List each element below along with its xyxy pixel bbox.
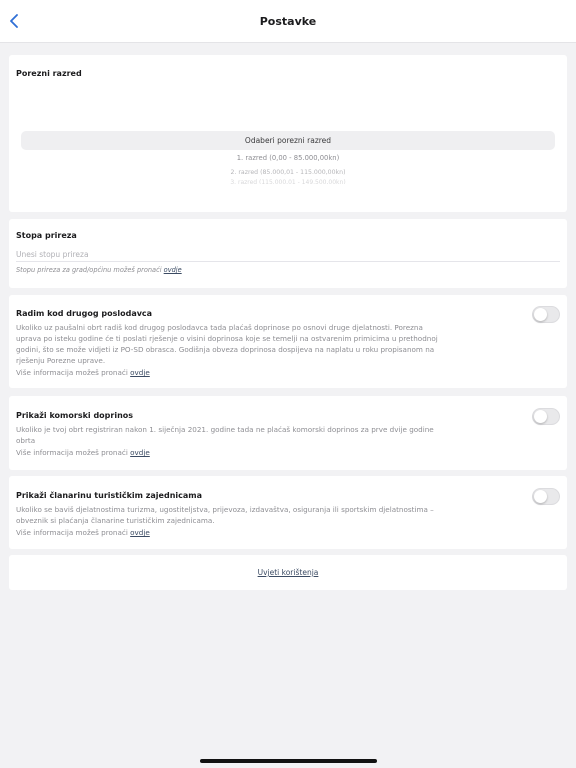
surtax-rate-link[interactable]: ovdje xyxy=(163,266,182,274)
terms-card xyxy=(9,555,567,590)
tax-bracket-option[interactable]: 2. razred (85.000,01 - 115.000,00kn) xyxy=(230,169,346,176)
other-employer-description: Ukoliko uz paušalni obrt radiš kod drugog poslodavca tada plaćaš doprinose po osnovi druge djelatnosti. Porezna uprava po isteku godine će ti poslati rješenje o visini doprinosa koje se temelji na ostvarenim primicima u prethodnoj godini, što se može vidjeti iz PO-SD obrasca. Godišnja obveza doprinosa dospijeva na naplatu u roku propisanom na rješenju Porezne uprave. xyxy=(16,323,438,365)
tourism-fee-title: Prikaži članarinu turističkim zajednicama xyxy=(16,491,203,500)
tax-bracket-title: Porezni razred xyxy=(16,69,82,78)
tourism-fee-description: Ukoliko se baviš djelatnostima turizma, ugostiteljstva, prijevoza, izdavaštva, osiguranja ili sportskim djelatnostima – obveznik si plaćanja članarine turističkim zajednicama. xyxy=(16,505,434,525)
toggle-knob xyxy=(534,410,547,423)
tax-bracket-option[interactable]: 3. razred (115.000,01 - 149.500,00kn) xyxy=(230,179,346,184)
tourism-fee-more-text: Više informacija možeš pronaći xyxy=(16,528,128,537)
tax-bracket-card xyxy=(9,55,567,212)
chamber-contribution-more-info xyxy=(16,447,150,458)
other-employer-card xyxy=(9,295,567,388)
tourism-fee-toggle[interactable] xyxy=(532,488,560,505)
page-title: Postavke xyxy=(259,14,317,28)
surtax-rate-note-text: Stopu prireza za grad/općinu možeš pronaći xyxy=(16,266,162,274)
navigation-bar xyxy=(0,0,576,43)
chevron-left-icon xyxy=(9,14,19,28)
other-employer-more-text: Više informacija možeš pronaći xyxy=(16,368,128,377)
chamber-contribution-more-text: Više informacija možeš pronaći xyxy=(16,448,128,457)
back-button[interactable] xyxy=(4,11,24,31)
tourism-fee-link[interactable]: ovdje xyxy=(130,528,150,537)
toggle-knob xyxy=(534,490,547,503)
surtax-rate-input[interactable] xyxy=(16,247,560,262)
other-employer-title: Radim kod drugog poslodavca xyxy=(16,309,153,318)
tax-bracket-picker-selected[interactable]: Odaberi porezni razred xyxy=(21,131,555,150)
tourism-fee-more-info xyxy=(16,527,150,538)
tax-bracket-option[interactable]: 1. razred (0,00 - 85.000,00kn) xyxy=(236,154,340,162)
other-employer-toggle[interactable] xyxy=(532,306,560,323)
chamber-contribution-title: Prikaži komorski doprinos xyxy=(16,411,134,420)
surtax-rate-note xyxy=(16,266,182,274)
chamber-contribution-link[interactable]: ovdje xyxy=(130,448,150,457)
other-employer-link[interactable]: ovdje xyxy=(130,368,150,377)
home-indicator xyxy=(200,759,377,763)
surtax-rate-card xyxy=(9,219,567,288)
chamber-contribution-toggle[interactable] xyxy=(532,408,560,425)
tourism-fee-card xyxy=(9,476,567,549)
other-employer-more-info xyxy=(16,367,150,378)
surtax-rate-title: Stopa prireza xyxy=(16,231,77,240)
chamber-contribution-description: Ukoliko je tvoj obrt registriran nakon 1. siječnja 2021. godine tada ne plaćaš komorski doprinos za prve dvije godine obrta xyxy=(16,425,434,445)
toggle-knob xyxy=(534,308,547,321)
chamber-contribution-card xyxy=(9,396,567,470)
terms-of-use-link[interactable]: Uvjeti korištenja xyxy=(257,568,319,577)
